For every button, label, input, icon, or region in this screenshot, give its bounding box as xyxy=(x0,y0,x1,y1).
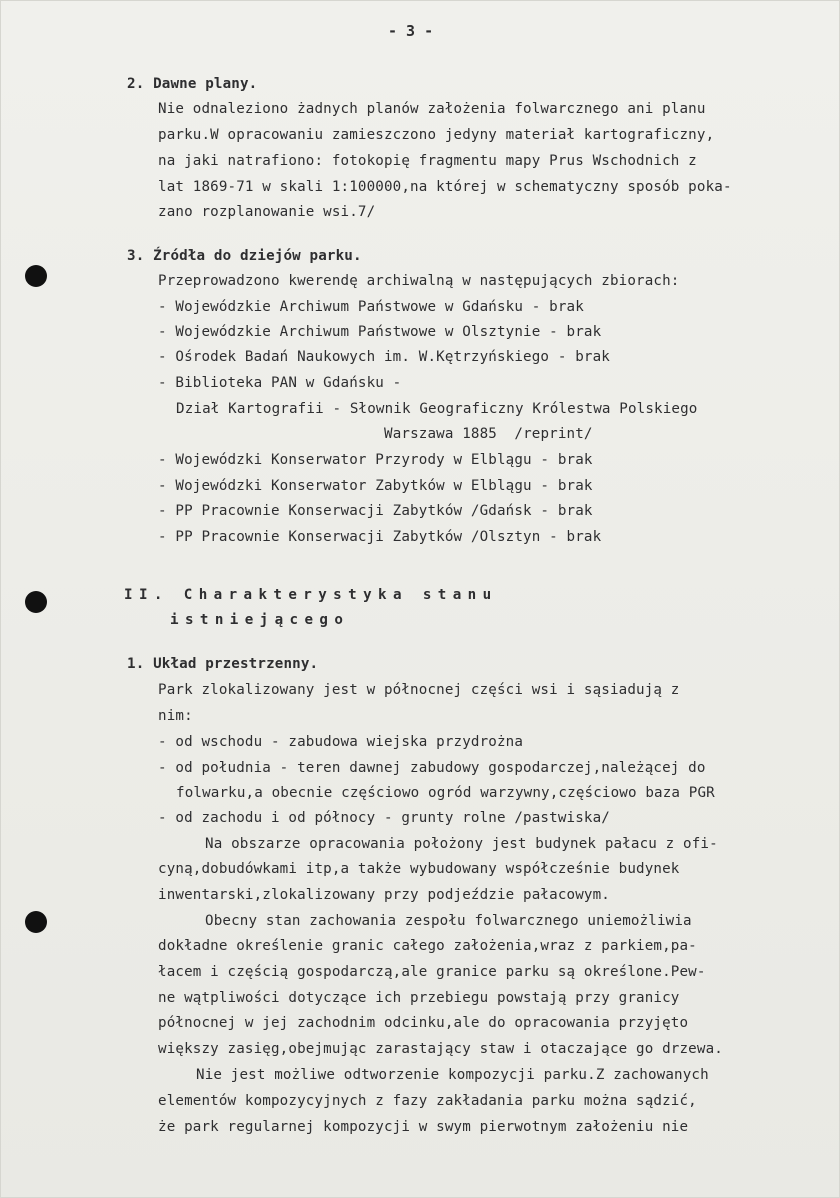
text-line: ne wątpliwości dotyczące ich przebiegu powstają przy granicy xyxy=(158,990,680,1006)
text-line: Nie jest możliwe odtworzenie kompozycji parku.Z zachowanych xyxy=(196,1067,709,1083)
list-item: - Wojewódzki Konserwator Zabytków w Elblągu - brak xyxy=(158,478,593,494)
punch-hole-top xyxy=(25,265,47,287)
text-line: Park zlokalizowany jest w północnej części wsi i sąsiadują z xyxy=(158,682,680,698)
list-item-continuation: folwarku,a obecnie częściowo ogród warzywny,częściowo baza PGR xyxy=(176,785,715,801)
section-heading-uklad: 1. Układ przestrzenny. xyxy=(127,656,319,672)
text-line: na jaki natrafiono: fotokopię fragmentu mapy Prus Wschodnich z xyxy=(158,153,697,169)
text-line: Na obszarze opracowania położony jest budynek pałacu z ofi- xyxy=(205,836,718,852)
section-heading-dawne-plany: 2. Dawne plany. xyxy=(127,76,258,92)
list-item: - od południa - teren dawnej zabudowy gospodarczej,należącej do xyxy=(158,760,706,776)
list-item: - od wschodu - zabudowa wiejska przydrożna xyxy=(158,734,524,750)
text-line: Nie odnaleziono żadnych planów założenia folwarcznego ani planu xyxy=(158,101,706,117)
list-item: - Biblioteka PAN w Gdańsku - xyxy=(158,375,402,391)
text-line: że park regularnej kompozycji w swym pierwotnym założeniu nie xyxy=(158,1119,689,1135)
chapter-title-line1: II. Charakterystyka stanu xyxy=(124,587,498,603)
list-item: - Wojewódzkie Archiwum Państwowe w Gdańsku - brak xyxy=(158,299,584,315)
text-line: Obecny stan zachowania zespołu folwarcznego uniemożliwia xyxy=(205,913,692,929)
text-line: większy zasięg,obejmując zarastający staw i otaczające go drzewa. xyxy=(158,1041,723,1057)
punch-hole-bottom xyxy=(25,911,47,933)
page-number: - 3 - xyxy=(388,22,434,40)
list-item: - Wojewódzkie Archiwum Państwowe w Olsztynie - brak xyxy=(158,324,602,340)
list-item: - PP Pracownie Konserwacji Zabytków /Gdańsk - brak xyxy=(158,503,593,519)
list-item: - Wojewódzki Konserwator Przyrody w Elblągu - brak xyxy=(158,452,593,468)
text-line: elementów kompozycyjnych z fazy zakładania parku można sądzić, xyxy=(158,1093,697,1109)
list-item: - od zachodu i od północy - grunty rolne /pastwiska/ xyxy=(158,810,610,826)
text-line: cyną,dobudówkami itp,a także wybudowany współcześnie budynek xyxy=(158,861,680,877)
text-line: nim: xyxy=(158,708,193,724)
text-line: lat 1869-71 w skali 1:100000,na której w schematyczny sposób poka- xyxy=(158,179,732,195)
list-item-continuation: Dział Kartografii - Słownik Geograficzny Królestwa Polskiego xyxy=(176,401,698,417)
list-item: - Ośrodek Badań Naukowych im. W.Kętrzyńskiego - brak xyxy=(158,349,610,365)
text-line: parku.W opracowaniu zamieszczono jedyny materiał kartograficzny, xyxy=(158,127,715,143)
section-heading-zrodla: 3. Źródła do dziejów parku. xyxy=(127,248,362,264)
text-line: północnej w jej zachodnim odcinku,ale do opracowania przyjęto xyxy=(158,1015,689,1031)
text-line: dokładne określenie granic całego założenia,wraz z parkiem,pa- xyxy=(158,938,697,954)
text-line: zano rozplanowanie wsi.7/ xyxy=(158,204,376,220)
list-item: - PP Pracownie Konserwacji Zabytków /Olsztyn - brak xyxy=(158,529,602,545)
list-item-continuation: Warszawa 1885 /reprint/ xyxy=(384,426,593,442)
punch-hole-middle xyxy=(25,591,47,613)
text-line: inwentarski,zlokalizowany przy podjeździe pałacowym. xyxy=(158,887,610,903)
text-line: Przeprowadzono kwerendę archiwalną w następujących zbiorach: xyxy=(158,273,680,289)
chapter-title-line2: istniejącego xyxy=(170,612,350,628)
text-line: łacem i częścią gospodarczą,ale granice parku są określone.Pew- xyxy=(158,964,706,980)
